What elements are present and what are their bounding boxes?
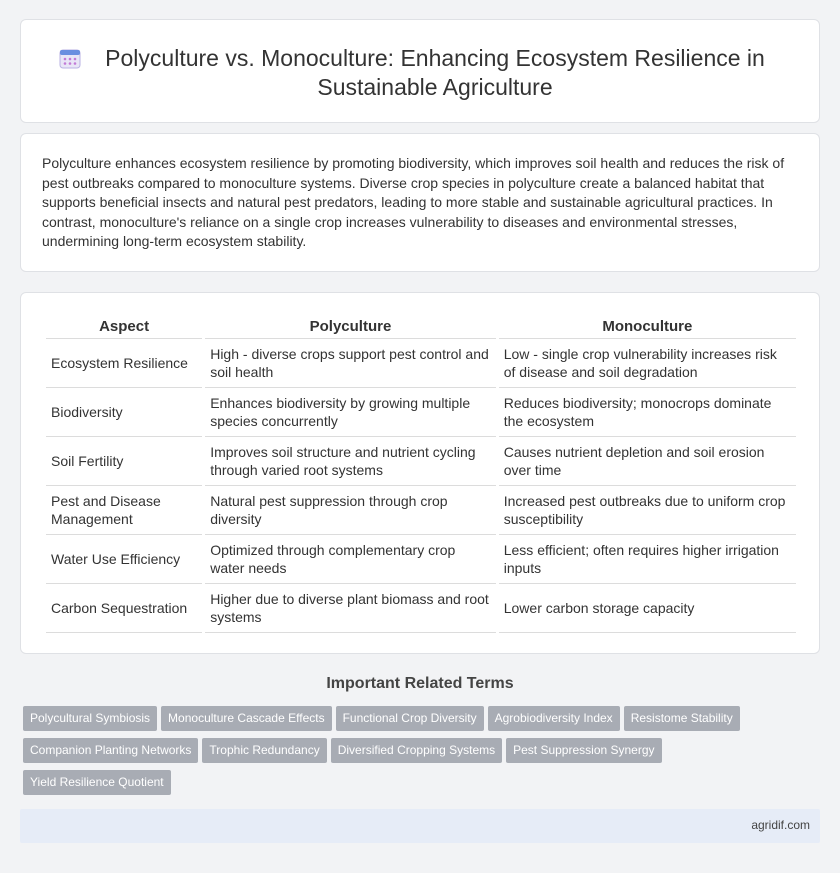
title-card: [20, 19, 820, 123]
cell-polyculture: Natural pest suppression through crop diversity: [205, 486, 496, 535]
cell-aspect: Biodiversity: [46, 388, 202, 437]
table-header-row: [46, 315, 796, 339]
related-term-tag[interactable]: Polycultural Symbiosis: [23, 706, 157, 731]
related-terms-title: Important Related Terms: [326, 675, 514, 692]
cell-monoculture: Reduces biodiversity; monocrops dominate the ecosystem: [499, 388, 796, 437]
related-term-tag[interactable]: Trophic Redundancy: [202, 738, 326, 763]
comparison-card: [20, 292, 820, 654]
related-term-tag[interactable]: Yield Resilience Quotient: [23, 770, 171, 795]
page-title: Polyculture vs. Monoculture: Enhancing Ecosystem Resilience in Sustainable Agriculture: [105, 45, 765, 100]
header-monoculture: Monoculture: [499, 315, 796, 339]
cell-polyculture: Improves soil structure and nutrient cycling through varied root systems: [205, 437, 496, 486]
related-term-tag[interactable]: Diversified Cropping Systems: [331, 738, 502, 763]
cell-monoculture: Causes nutrient depletion and soil erosion over time: [499, 437, 796, 486]
table-row: [46, 437, 796, 486]
intro-paragraph: Polyculture enhances ecosystem resilience by promoting biodiversity, which improves soil health and reduces the risk of pest outbreaks compared to monoculture systems. Diverse crop species in polyculture create a balanced habitat that supports beneficial insects and natural pest predators, leading to more stable and sustainable agricultural practices. In contrast, monoculture's reliance on a single crop increases vulnerability to diseases and environmental stresses, undermining long-term ecosystem stability.: [42, 155, 785, 250]
related-term-tag[interactable]: Agrobiodiversity Index: [488, 706, 620, 731]
cell-aspect: Ecosystem Resilience: [46, 339, 202, 388]
cell-aspect: Water Use Efficiency: [46, 535, 202, 584]
footer: [20, 809, 820, 843]
table-row: [46, 339, 796, 388]
cell-monoculture: Lower carbon storage capacity: [499, 584, 796, 633]
related-terms-list: [23, 706, 803, 802]
table-row: [46, 486, 796, 535]
footer-site-link[interactable]: agridif.com: [751, 818, 810, 832]
related-term-tag[interactable]: Pest Suppression Synergy: [506, 738, 661, 763]
cell-aspect: Pest and Disease Management: [46, 486, 202, 535]
cell-monoculture: Increased pest outbreaks due to uniform crop susceptibility: [499, 486, 796, 535]
cell-polyculture: Optimized through complementary crop water needs: [205, 535, 496, 584]
table-row: [46, 584, 796, 633]
cell-polyculture: Higher due to diverse plant biomass and root systems: [205, 584, 496, 633]
cell-monoculture: Low - single crop vulnerability increases risk of disease and soil degradation: [499, 339, 796, 388]
related-term-tag[interactable]: Resistome Stability: [624, 706, 740, 731]
related-term-tag[interactable]: Monoculture Cascade Effects: [161, 706, 332, 731]
table-row: [46, 388, 796, 437]
related-term-tag[interactable]: Functional Crop Diversity: [336, 706, 484, 731]
table-row: [46, 535, 796, 584]
header-polyculture: Polyculture: [205, 315, 496, 339]
cell-polyculture: High - diverse crops support pest control and soil health: [205, 339, 496, 388]
cell-aspect: Soil Fertility: [46, 437, 202, 486]
intro-card: [20, 133, 820, 272]
header-aspect: Aspect: [46, 315, 202, 339]
cell-monoculture: Less efficient; often requires higher irrigation inputs: [499, 535, 796, 584]
cell-aspect: Carbon Sequestration: [46, 584, 202, 633]
related-term-tag[interactable]: Companion Planting Networks: [23, 738, 198, 763]
comparison-table: [43, 315, 799, 633]
cell-polyculture: Enhances biodiversity by growing multiple species concurrently: [205, 388, 496, 437]
